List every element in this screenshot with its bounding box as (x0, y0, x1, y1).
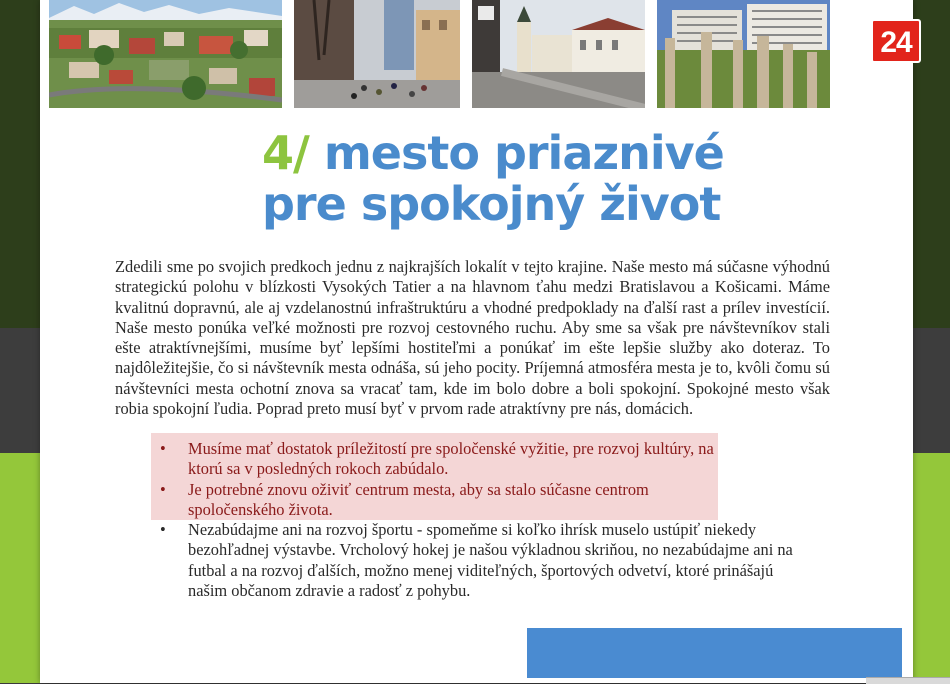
heading-line-2: pre spokojný život (262, 177, 721, 231)
bullet-dot: • (160, 479, 166, 499)
blue-footer-box (527, 628, 902, 678)
heading-number: 4/ (262, 126, 309, 180)
bullet-dot: • (160, 439, 166, 458)
bullet-dot: • (160, 520, 166, 540)
heading-line-1: mesto priaznivé (323, 126, 724, 180)
logo-24-icon[interactable]: 24 (871, 19, 921, 63)
bullet-text: Musíme mať dostatok príležitostí pre spoločenské vyžitie, pre rozvoj kultúry, na ktorú sa v posledných rokoch zabúdalo. (188, 439, 714, 479)
document-page (40, 0, 913, 683)
photo-housing-estate (657, 0, 830, 108)
photo-square (472, 0, 645, 108)
photo-street (294, 0, 460, 108)
body-paragraph: Zdedili sme po svojich predkoch jednu z najkrajších lokalít v tejto krajine. Naše mesto má súčasne výhodnú strategickú polohu v blízkosti Vysokých Tatier a na hlavnom ťahu medzi Bratislavou a Košicami. Máme kvalitnú dopravnú, ale aj vzdelanostnú infraštruktúru a vhodné predpoklady na ďalší rast a prílev investícií. Naše mesto ponúka veľké možnosti pre rozvoj cestovného ruchu. Aby sme sa však pre návštevníkov stali ešte atraktívnejšími, musíme byť lepšími hostiteľmi a ponúkať im ešte lepšie služby ako doteraz. To najdôležitejšie, čo si návštevník mesta odnáša, sú jeho pocity. Príjemná atmosféra mesta je to, kvôli čomu sú návštevníci mesta ochotní znova sa vracať tam, kde im bolo dobre a boli spokojní. Spokojné mesto však robia spokojní ľudia. Poprad preto musí byť v prvom rade atraktívny pre nás, domácich. (115, 257, 830, 419)
bullet-item (158, 439, 733, 480)
bullet-text: Je potrebné znovu oživiť centrum mesta, aby sa stalo súčasne centrom spoločenského života. (188, 479, 649, 519)
bullet-item (158, 520, 813, 601)
bullet-list (158, 439, 798, 601)
bullet-text: Nezabúdajme ani na rozvoj športu - spomeňme si koľko ihrísk muselo ustúpiť niekedy bezohľadnej výstavbe. Vrcholový hokej je našou výkladnou skriňou, no nezabúdajme ani na futbal a na rozvoj ďalších, možno menej viditeľných, športových odvetví, ktoré prinášajú našim občanom zdravie a radosť z pohybu. (188, 520, 793, 601)
bullet-item (158, 480, 733, 521)
page-heading (262, 128, 822, 230)
photo-town-aerial (49, 0, 282, 108)
